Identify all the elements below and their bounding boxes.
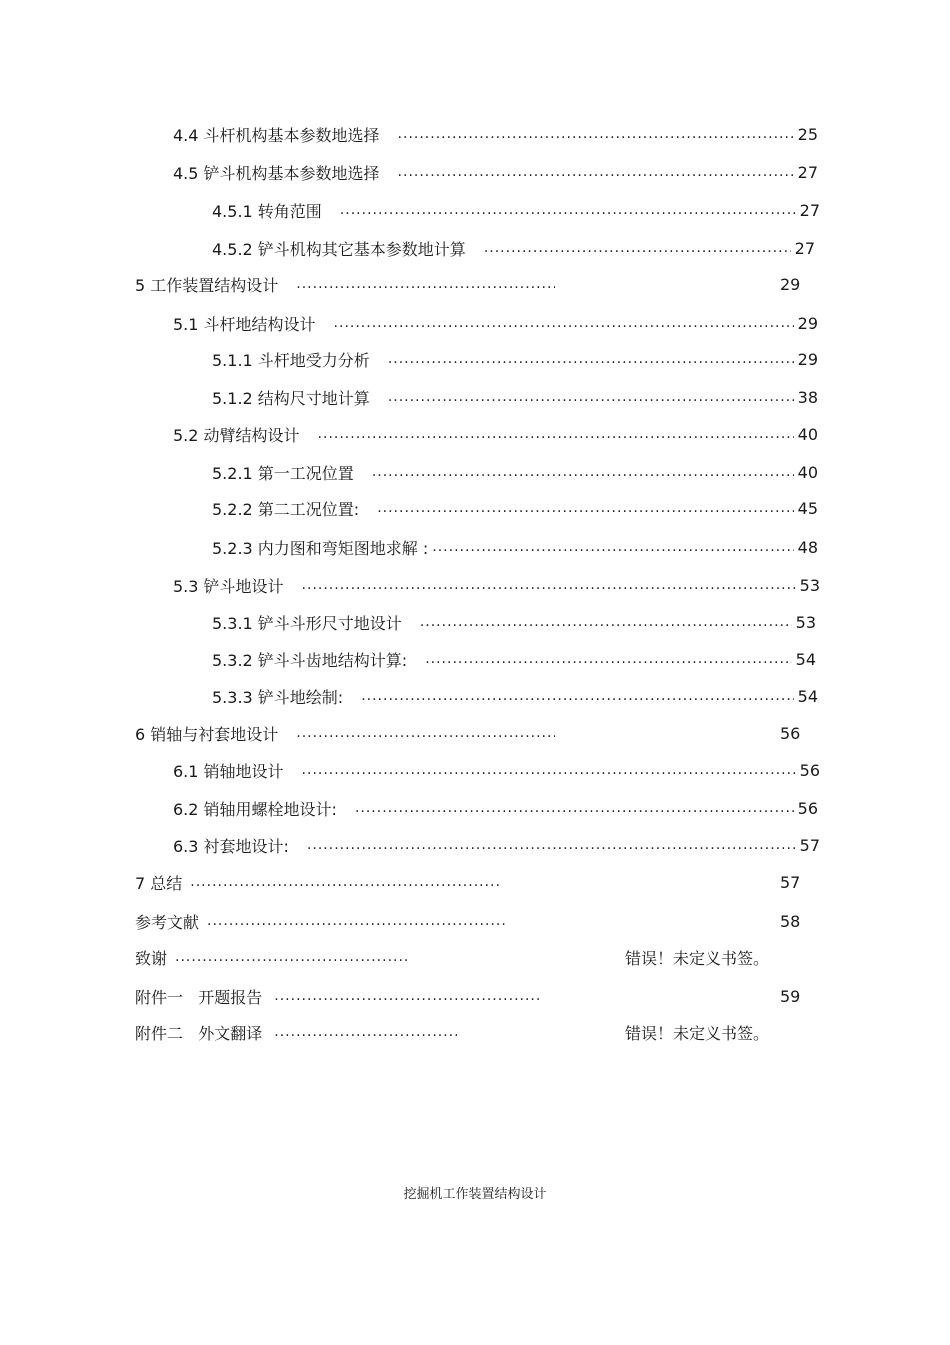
dot-leader bbox=[190, 875, 500, 889]
page-footer-title: 挖掘机工作装置结构设计 bbox=[403, 1187, 547, 1202]
toc-entry-label: 5.3.2 铲斗斗齿地结构计算: bbox=[212, 650, 408, 670]
toc-entry-page: 29 bbox=[780, 274, 801, 294]
toc-entry-references[interactable] bbox=[135, 907, 507, 935]
dot-leader bbox=[207, 914, 507, 928]
dot-leader bbox=[372, 465, 794, 479]
toc-entry-label: 5.2.3 内力图和弯矩图地求解 : bbox=[212, 538, 429, 558]
toc-entry-label: 6.1 销轴地设计 bbox=[173, 761, 284, 781]
toc-entry-page: 59 bbox=[780, 986, 801, 1006]
toc-entry-page: 40 bbox=[797, 424, 818, 444]
toc-entry-label: 5 工作装置结构设计 bbox=[135, 275, 279, 295]
toc-entry-label: 6.3 衬套地设计: bbox=[173, 836, 289, 856]
toc-entry-4-4[interactable] bbox=[173, 120, 818, 148]
toc-entry-label: 附件一 开题报告 bbox=[135, 987, 263, 1007]
toc-entry-label: 5.3.1 铲斗斗形尺寸地设计 bbox=[212, 613, 402, 633]
toc-entry-page: 38 bbox=[797, 387, 818, 407]
toc-entry-5-1-2[interactable] bbox=[212, 383, 818, 411]
dot-leader bbox=[432, 540, 793, 554]
toc-entry-appendix-1[interactable] bbox=[135, 982, 540, 1010]
toc-entry-5[interactable] bbox=[135, 270, 555, 298]
dot-leader bbox=[318, 427, 794, 441]
toc-entry-page: 45 bbox=[797, 498, 818, 518]
toc-entry-page: 40 bbox=[797, 462, 818, 482]
toc-entry-5-3[interactable] bbox=[173, 571, 820, 599]
toc-entry-label: 5.2.2 第二工况位置: bbox=[212, 499, 360, 519]
toc-entry-5-3-2[interactable] bbox=[212, 645, 816, 673]
toc-entry-label: 5.1.1 斗杆地受力分析 bbox=[212, 350, 370, 370]
dot-leader bbox=[307, 838, 796, 852]
toc-entry-label: 6.2 销轴用螺栓地设计: bbox=[173, 799, 337, 819]
dot-leader bbox=[388, 390, 794, 404]
toc-entry-5-2[interactable] bbox=[173, 420, 818, 448]
toc-entry-page: 57 bbox=[799, 835, 820, 855]
toc-entry-label: 5.1.2 结构尺寸地计算 bbox=[212, 388, 370, 408]
toc-entry-5-1-1[interactable] bbox=[212, 345, 818, 373]
toc-entry-page: 29 bbox=[797, 349, 818, 369]
toc-entry-5-2-3[interactable] bbox=[212, 533, 818, 561]
toc-entry-5-2-2[interactable] bbox=[212, 494, 818, 522]
toc-entry-5-1[interactable] bbox=[173, 309, 818, 337]
toc-entry-label: 5.1 斗杆地结构设计 bbox=[173, 314, 316, 334]
dot-leader bbox=[296, 726, 555, 740]
toc-entry-label: 4.5.1 转角范围 bbox=[212, 201, 322, 221]
dot-leader bbox=[274, 989, 540, 1003]
dot-leader bbox=[361, 689, 793, 703]
dot-leader bbox=[420, 615, 792, 629]
toc-entry-page: 27 bbox=[797, 162, 818, 182]
toc-entry-page: 56 bbox=[799, 760, 820, 780]
dot-leader bbox=[296, 277, 555, 291]
dot-leader bbox=[334, 316, 794, 330]
toc-entry-page: 27 bbox=[799, 200, 820, 220]
toc-entry-page: 56 bbox=[797, 798, 818, 818]
toc-entry-6-3[interactable] bbox=[173, 831, 820, 859]
toc-entry-label: 6 销轴与衬套地设计 bbox=[135, 724, 279, 744]
toc-entry-label: 致谢 bbox=[135, 948, 168, 968]
dot-leader bbox=[398, 165, 794, 179]
toc-entry-page: 错误！未定义书签。 bbox=[625, 948, 770, 968]
dot-leader bbox=[274, 1025, 460, 1039]
toc-entry-page: 错误！未定义书签。 bbox=[625, 1023, 770, 1043]
dot-leader bbox=[302, 578, 796, 592]
toc-entry-label: 5.2 动臂结构设计 bbox=[173, 425, 300, 445]
dot-leader bbox=[355, 801, 794, 815]
toc-entry-label: 参考文献 bbox=[135, 912, 200, 932]
toc-entry-label: 附件二 外文翻译 bbox=[135, 1023, 263, 1043]
toc-entry-label: 5.2.1 第一工况位置 bbox=[212, 463, 354, 483]
dot-leader bbox=[175, 950, 409, 964]
toc-entry-appendix-2[interactable] bbox=[135, 1018, 460, 1046]
dot-leader bbox=[340, 203, 796, 217]
toc-entry-4-5-1[interactable] bbox=[212, 196, 820, 224]
toc-entry-4-5[interactable] bbox=[173, 158, 818, 186]
toc-entry-label: 4.4 斗杆机构基本参数地选择 bbox=[173, 125, 380, 145]
toc-entry-page: 27 bbox=[794, 238, 815, 258]
toc-entry-label: 4.5 铲斗机构基本参数地选择 bbox=[173, 163, 380, 183]
toc-entry-label: 4.5.2 铲斗机构其它基本参数地计算 bbox=[212, 239, 466, 259]
toc-entry-label: 7 总结 bbox=[135, 873, 183, 893]
toc-entry-page: 54 bbox=[795, 649, 816, 669]
toc-entry-label: 5.3 铲斗地设计 bbox=[173, 576, 284, 596]
toc-entry-page: 56 bbox=[780, 723, 801, 743]
toc-entry-page: 53 bbox=[795, 612, 816, 632]
toc-entry-4-5-2[interactable] bbox=[212, 234, 815, 262]
dot-leader bbox=[398, 127, 794, 141]
toc-entry-5-2-1[interactable] bbox=[212, 458, 818, 486]
toc-entry-7[interactable] bbox=[135, 868, 500, 896]
toc-entry-page: 25 bbox=[797, 124, 818, 144]
toc-entry-5-3-3[interactable] bbox=[212, 682, 818, 710]
toc-entry-6-1[interactable] bbox=[173, 756, 820, 784]
dot-leader bbox=[302, 763, 796, 777]
toc-entry-page: 58 bbox=[780, 911, 801, 931]
dot-leader bbox=[484, 241, 791, 255]
dot-leader bbox=[388, 352, 794, 366]
dot-leader bbox=[377, 501, 793, 515]
toc-entry-5-3-1[interactable] bbox=[212, 608, 816, 636]
toc-entry-page: 54 bbox=[797, 686, 818, 706]
toc-entry-label: 5.3.3 铲斗地绘制: bbox=[212, 687, 344, 707]
toc-entry-page: 48 bbox=[797, 537, 818, 557]
toc-entry-page: 29 bbox=[797, 313, 818, 333]
toc-entry-acknowledgements[interactable] bbox=[135, 943, 409, 971]
toc-entry-page: 57 bbox=[780, 872, 801, 892]
dot-leader bbox=[425, 652, 791, 666]
toc-entry-page: 53 bbox=[799, 575, 820, 595]
toc-entry-6[interactable] bbox=[135, 719, 555, 747]
toc-entry-6-2[interactable] bbox=[173, 794, 818, 822]
